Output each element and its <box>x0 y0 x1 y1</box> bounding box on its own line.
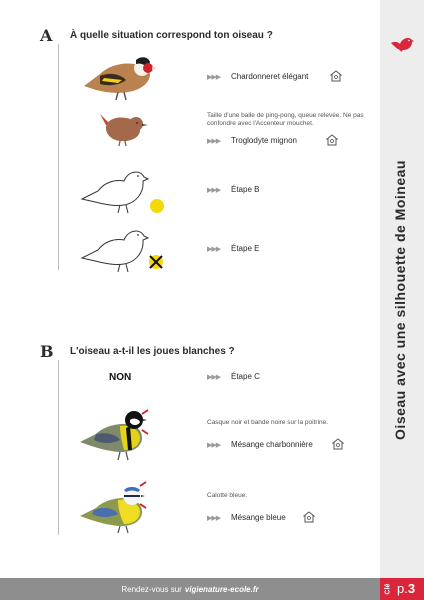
birdhouse-icon <box>330 70 342 82</box>
yellow-dot-crossed-marker <box>148 254 164 270</box>
arrow-marker: ▶▶▶ <box>207 246 221 253</box>
section-b-divider <box>58 360 59 535</box>
page-prefix: p. <box>397 581 408 596</box>
page-number <box>397 581 415 596</box>
answer-etape-e: Étape E <box>231 244 260 253</box>
yellow-dot-marker <box>150 199 164 213</box>
note-troglodyte: Taille d'une balle de ping-pong, queue relevée. Ne pas confondre avec l'Accenteur mouchet. <box>207 112 364 127</box>
non-label: NON <box>109 372 132 383</box>
page-number-value: 3 <box>407 581 416 596</box>
cle-label: Clé <box>384 583 392 595</box>
arrow-marker: ▶▶▶ <box>207 187 221 194</box>
answer-chardonneret: Chardonneret élégant <box>231 72 309 81</box>
arrow-marker: ▶▶▶ <box>207 138 221 145</box>
section-a-divider <box>58 44 59 270</box>
birdhouse-icon <box>332 438 344 450</box>
footer-text: Rendez-vous sur <box>121 584 182 594</box>
blue-tit-illustration <box>76 478 156 534</box>
arrow-marker: ▶▶▶ <box>207 374 221 381</box>
sparrow-silhouette <box>80 222 150 274</box>
footer <box>0 578 380 600</box>
arrow-marker: ▶▶▶ <box>207 442 221 449</box>
birdhouse-icon <box>303 511 315 523</box>
wren-illustration <box>94 108 150 148</box>
red-bird-icon <box>389 33 415 55</box>
footer-link[interactable]: vigienature-ecole.fr <box>184 584 259 594</box>
answer-etape-b: Étape B <box>231 185 260 194</box>
sparrow-silhouette <box>80 163 150 215</box>
answer-troglodyte: Troglodyte mignon <box>231 136 297 145</box>
section-a-letter: A <box>40 26 53 45</box>
arrow-marker: ▶▶▶ <box>207 515 221 522</box>
answer-mesange-charbonniere: Mésange charbonnière <box>231 440 313 449</box>
answer-mesange-bleue: Mésange bleue <box>231 513 286 522</box>
note-mesange-bleue: Calotte bleue. <box>207 492 248 499</box>
goldfinch-illustration <box>78 46 158 102</box>
page-number-tab <box>380 578 424 600</box>
answer-etape-c: Étape C <box>231 372 260 381</box>
sidebar-title: Oiseau avec une silhouette de Moineau <box>392 160 408 440</box>
great-tit-illustration <box>76 404 156 462</box>
section-b-letter: B <box>40 342 54 361</box>
note-mesange-charbonniere: Casque noir et bande noire sur la poitrine. <box>207 419 329 426</box>
birdhouse-icon <box>326 134 338 146</box>
section-a-question: À quelle situation correspond ton oiseau ? <box>70 30 273 41</box>
arrow-marker: ▶▶▶ <box>207 74 221 81</box>
section-b-question: L'oiseau a-t-il les joues blanches ? <box>70 346 235 357</box>
